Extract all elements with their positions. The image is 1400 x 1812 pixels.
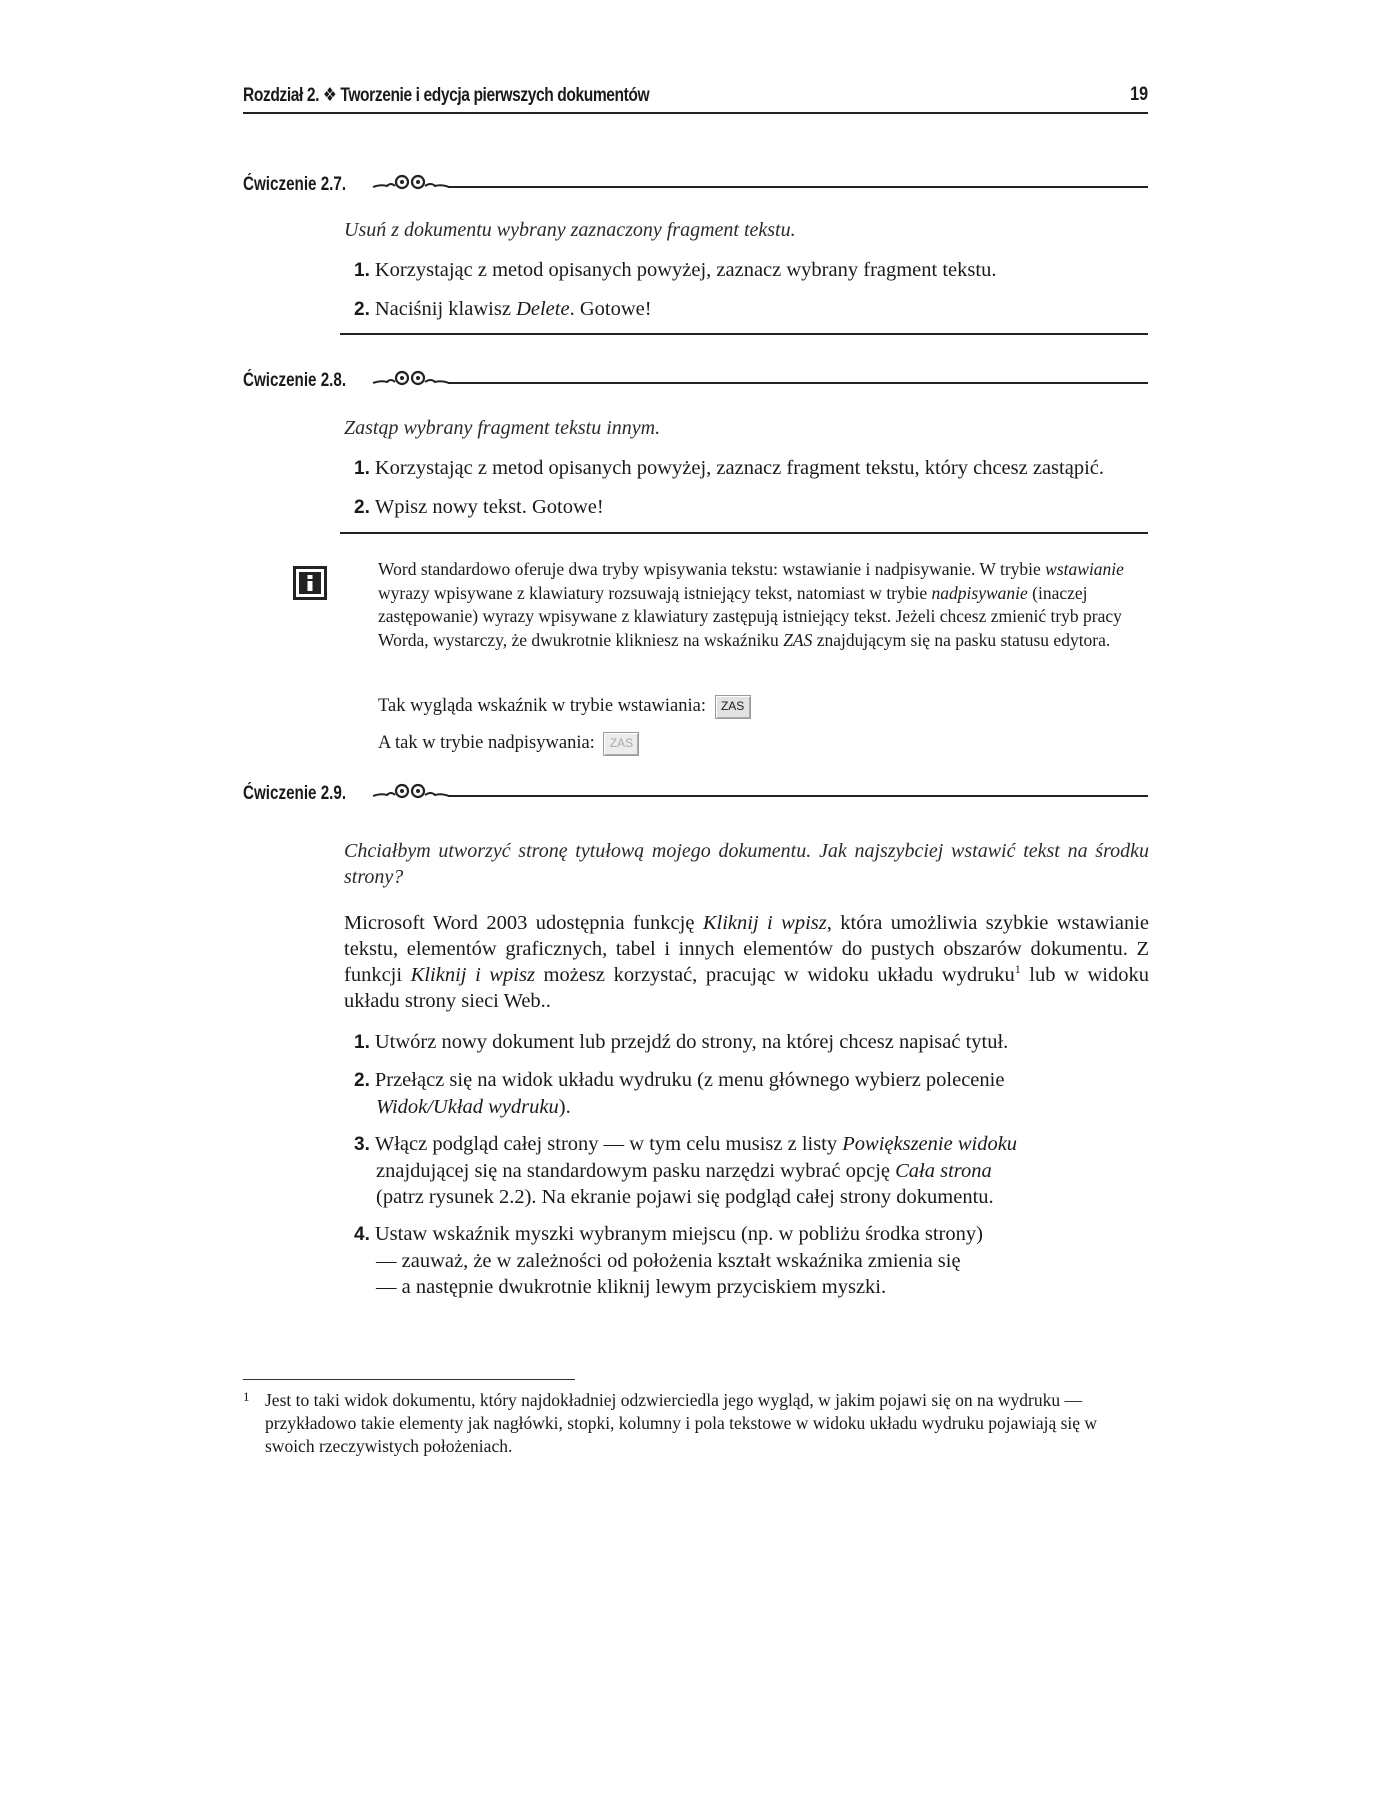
insert-mode-line <box>378 694 751 719</box>
paragraph-text: lub w widoku układu strony sieci Web.. <box>344 964 1150 1012</box>
exercise-heading-2-9 <box>243 779 1148 809</box>
running-header <box>243 84 1148 114</box>
ornament-icon <box>371 170 453 196</box>
exercise-step <box>354 1131 1154 1210</box>
paragraph-text: , która umożliwia szybkie wstawianie tekstu, elementów graficznych, tabel i innych elementów do pustych obszarów dokumentu. Z funkcji <box>344 912 1149 986</box>
exercise-label: Ćwiczenie 2.8. <box>243 370 347 391</box>
zas-indicator-overwrite: ZAS <box>603 732 639 756</box>
exercise-label: Ćwiczenie 2.9. <box>243 783 347 804</box>
footnote <box>243 1389 1123 1458</box>
step-text: Korzystając z metod opisanych powyżej, zaznacz wybrany fragment tekstu. <box>374 259 997 281</box>
note-text: Tak wygląda wskaźnik w trybie wstawiania: <box>378 696 707 716</box>
step-number: 3. <box>354 1134 370 1155</box>
heading-rule <box>448 382 1148 384</box>
footnote-number: 1 <box>243 1389 250 1404</box>
heading-rule <box>448 186 1148 188</box>
ornament-icon <box>371 366 453 392</box>
exercise-end-rule <box>340 532 1148 534</box>
exercise-label: Ćwiczenie 2.7. <box>243 174 347 195</box>
exercise-step <box>354 455 1154 482</box>
key-name: Delete <box>516 298 570 320</box>
step-text: (patrz rysunek 2.2). Na ekranie pojawi się podgląd całej strony dokumentu. <box>376 1186 994 1208</box>
exercise-step <box>354 257 1154 284</box>
step-number: 4. <box>354 1224 370 1245</box>
step-number: 1. <box>354 1032 370 1053</box>
step-number: 1. <box>354 458 370 479</box>
step-text: Naciśnij klawisz <box>374 298 517 320</box>
step-text: znajdującej się na standardowym pasku narzędzi wybrać opcję <box>376 1160 896 1182</box>
step-text: Przełącz się na widok układu wydruku (z menu głównego wybierz polecenie <box>374 1069 1005 1091</box>
step-number: 2. <box>354 1070 370 1091</box>
option-name: Powiększenie widoku <box>842 1133 1018 1155</box>
exercise-step <box>354 1221 1154 1300</box>
step-text: Korzystając z metod opisanych powyżej, zaznacz fragment tekstu, który chcesz zastąpić. <box>374 457 1105 479</box>
paragraph-text: możesz korzystać, pracując w widoku układu wydruku <box>534 964 1015 986</box>
step-number: 2. <box>354 497 370 518</box>
exercise-step <box>354 494 1154 521</box>
paragraph-text: Microsoft Word 2003 udostępnia funkcję <box>344 912 703 934</box>
note-text: Word standardowo oferuje dwa tryby wpisywania tekstu: wstawianie i nadpisywanie. W trybie <box>378 559 1046 579</box>
ornament-icon <box>371 779 453 805</box>
note-text: znajdującym się na pasku statusu edytora. <box>812 629 1111 650</box>
note-text: (inaczej zastępowanie) wyrazy wpisywane z klawiatury zastępują istniejący tekst. Jeżeli chcesz zmienić tryb pracy Worda, wystarczy, że dwukrotnie klikniesz na wskaźniku <box>378 582 1122 650</box>
exercise-task: Chciałbym utworzyć stronę tytułową mojego dokumentu. Jak najszybciej wstawić tekst na środku strony? <box>344 840 1149 888</box>
page-number: 19 <box>1130 84 1148 105</box>
info-icon <box>293 566 327 600</box>
note-text: A tak w trybie nadpisywania: <box>378 733 595 753</box>
zas-indicator-insert: ZAS <box>715 695 751 719</box>
footnote-ref: 1 <box>1014 962 1021 977</box>
exercise-heading-2-7 <box>243 170 1148 200</box>
note-term: nadpisywanie <box>931 582 1028 603</box>
step-text: — zauważ, że w zależności od położenia kształt wskaźnika zmienia się <box>376 1250 961 1272</box>
step-text: ). <box>558 1096 571 1118</box>
step-text: Wpisz nowy tekst. Gotowe! <box>374 496 604 518</box>
heading-rule <box>448 795 1148 797</box>
exercise-step <box>354 1067 1154 1120</box>
option-name: Cała strona <box>895 1160 992 1182</box>
feature-name: Kliknij i wpisz <box>410 964 535 986</box>
note-term: ZAS <box>783 629 813 650</box>
exercise-step <box>354 296 1154 323</box>
exercise-end-rule <box>340 333 1148 335</box>
step-text: Utwórz nowy dokument lub przejdź do strony, na której chcesz napisać tytuł. <box>374 1031 1009 1053</box>
running-title: Rozdział 2. ❖ Tworzenie i edycja pierwszych dokumentów <box>243 85 650 106</box>
step-text: Ustaw wskaźnik myszki wybranym miejscu (np. w pobliżu środka strony) <box>374 1223 983 1245</box>
step-number: 2. <box>354 299 370 320</box>
step-text: . Gotowe! <box>569 298 652 320</box>
step-text: — a następnie dwukrotnie kliknij lewym przyciskiem myszki. <box>376 1276 887 1298</box>
exercise-step <box>354 1029 1154 1056</box>
footnote-text: Jest to taki widok dokumentu, który najdokładniej odzwierciedla jego wygląd, w jakim pojawi się on na wydruku — przykładowo takie elementy jak nagłówki, stopki, kolumny i pola tekstowe w widoku układu wydruku pojawiają się w swoich rzeczywistych położeniach. <box>265 1390 1098 1456</box>
step-text: Włącz podgląd całej strony — w tym celu musisz z listy <box>374 1133 843 1155</box>
note-term: wstawianie <box>1045 559 1124 579</box>
step-number: 1. <box>354 260 370 281</box>
exercise-task: Usuń z dokumentu wybrany zaznaczony fragment tekstu. <box>344 219 796 241</box>
footnote-rule <box>243 1379 575 1380</box>
exercise-task: Zastąp wybrany fragment tekstu innym. <box>344 417 661 439</box>
note-text: wyrazy wpisywane z klawiatury rozsuwają istniejący tekst, natomiast w trybie <box>378 582 932 603</box>
note-paragraph <box>378 558 1148 652</box>
intro-paragraph <box>344 910 1149 1014</box>
exercise-heading-2-8 <box>243 366 1148 396</box>
overwrite-mode-line <box>378 731 639 756</box>
feature-name: Kliknij i wpisz <box>702 912 827 934</box>
menu-path: Widok/Układ wydruku <box>376 1096 559 1118</box>
